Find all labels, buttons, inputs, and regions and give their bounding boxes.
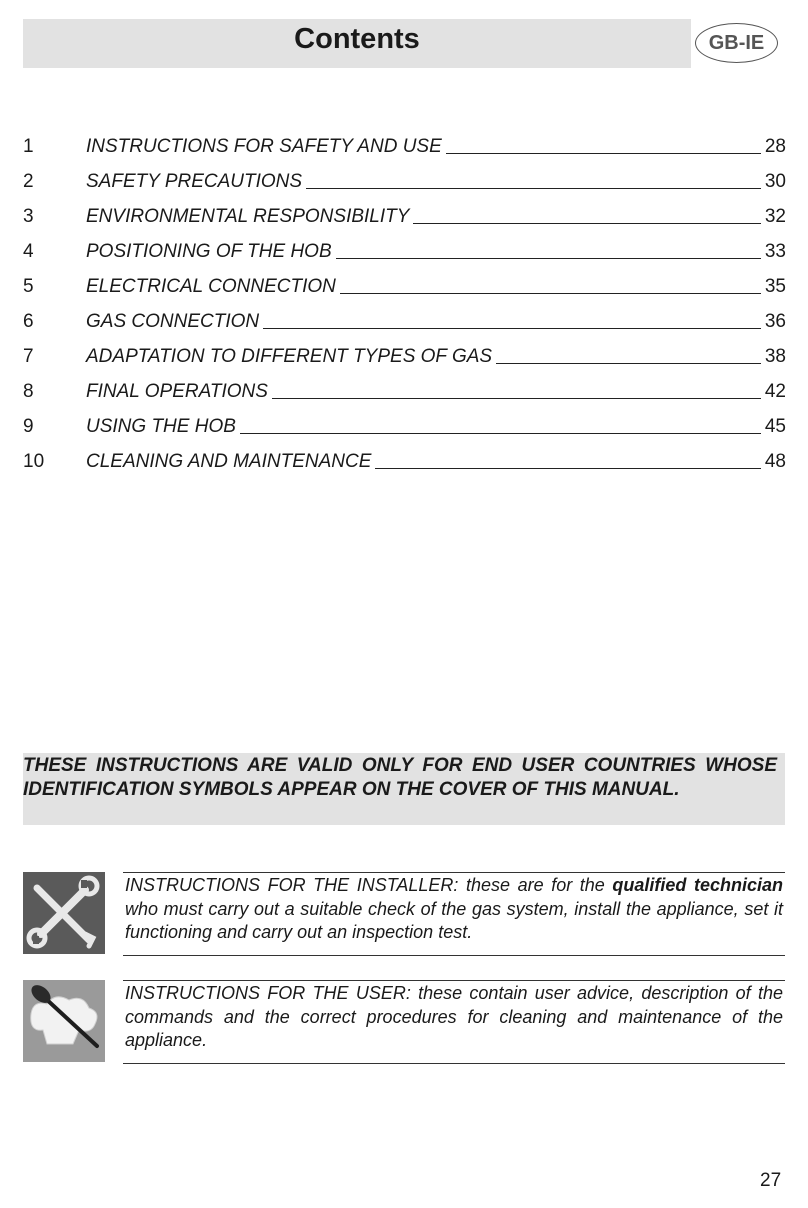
toc-label: ELECTRICAL CONNECTION <box>86 276 336 297</box>
tools-icon <box>23 872 105 954</box>
toc-entry[interactable] <box>23 381 786 416</box>
toc-leader-line <box>336 258 761 259</box>
toc-leader-line <box>340 293 761 294</box>
toc-page-number: 45 <box>764 416 786 437</box>
toc-number: 5 <box>23 276 34 297</box>
installer-text <box>123 873 785 945</box>
page-number: 27 <box>760 1170 782 1191</box>
toc-entry[interactable] <box>23 241 786 276</box>
toc-page-number: 30 <box>764 171 786 192</box>
toc-leader-line <box>306 188 761 189</box>
toc-page-number: 48 <box>764 451 786 472</box>
toc-label: POSITIONING OF THE HOB <box>86 241 332 262</box>
toc-leader-line <box>446 153 761 154</box>
toc-number: 1 <box>23 136 34 157</box>
toc-label: CLEANING AND MAINTENANCE <box>86 451 372 472</box>
toc-entry[interactable] <box>23 346 786 381</box>
toc-leader-line <box>375 468 760 469</box>
toc-label: ENVIRONMENTAL RESPONSIBILITY <box>86 206 410 227</box>
toc-page-number: 36 <box>764 311 786 332</box>
installer-text-lead: INSTRUCTIONS FOR THE INSTALLER: these are for the <box>125 875 613 895</box>
toc-page-number: 32 <box>764 206 786 227</box>
toc-entry[interactable] <box>23 136 786 171</box>
toc-entry[interactable] <box>23 276 786 311</box>
toc-label: GAS CONNECTION <box>86 311 260 332</box>
toc-number: 6 <box>23 311 34 332</box>
toc-page-number: 35 <box>764 276 786 297</box>
chef-spoon-icon <box>23 980 105 1062</box>
toc-entry[interactable] <box>23 451 786 486</box>
toc-label: INSTRUCTIONS FOR SAFETY AND USE <box>86 136 442 157</box>
toc-number: 2 <box>23 171 34 192</box>
toc-leader-line <box>272 398 761 399</box>
country-badge: GB-IE <box>695 23 778 63</box>
page-title: Contents <box>294 23 420 55</box>
toc-page-number: 42 <box>764 381 786 402</box>
title-bar <box>23 19 691 68</box>
user-instructions <box>23 980 785 1064</box>
toc-page-number: 33 <box>764 241 786 262</box>
installer-text-rest: who must carry out a suitable check of the gas system, install the appliance, set it functioning and carry out an inspection test. <box>125 898 783 942</box>
toc-leader-line <box>496 363 761 364</box>
toc-label: FINAL OPERATIONS <box>86 381 268 402</box>
toc-number: 10 <box>23 451 45 472</box>
toc-entry[interactable] <box>23 416 786 451</box>
toc-leader-line <box>263 328 761 329</box>
toc-label: USING THE HOB <box>86 416 236 437</box>
toc-number: 4 <box>23 241 34 262</box>
toc-entry[interactable] <box>23 206 786 241</box>
toc-page-number: 28 <box>764 136 786 157</box>
toc-number: 9 <box>23 416 34 437</box>
toc-label: SAFETY PRECAUTIONS <box>86 171 303 192</box>
toc-number: 7 <box>23 346 34 367</box>
toc-label: ADAPTATION TO DIFFERENT TYPES OF GAS <box>86 346 493 367</box>
toc-entry[interactable] <box>23 311 786 346</box>
validity-notice-text: THESE INSTRUCTIONS ARE VALID ONLY FOR END USER COUNTRIES WHOSE IDENTIFICATION SYMBOLS APPEAR ON THE COVER OF THIS MANUAL. <box>23 755 777 800</box>
toc-entry[interactable] <box>23 171 786 206</box>
installer-instructions <box>23 872 785 956</box>
toc-leader-line <box>413 223 760 224</box>
table-of-contents <box>23 136 786 486</box>
installer-text-emphasis: qualified technician <box>612 875 783 895</box>
toc-page-number: 38 <box>764 346 786 367</box>
user-text-box <box>123 980 785 1064</box>
user-text: INSTRUCTIONS FOR THE USER: these contain user advice, description of the commands and the correct procedures for cleaning and maintenance of the appliance. <box>125 983 783 1050</box>
installer-text-box <box>123 872 785 956</box>
toc-number: 3 <box>23 206 34 227</box>
toc-leader-line <box>240 433 761 434</box>
toc-number: 8 <box>23 381 34 402</box>
validity-notice <box>23 753 785 825</box>
